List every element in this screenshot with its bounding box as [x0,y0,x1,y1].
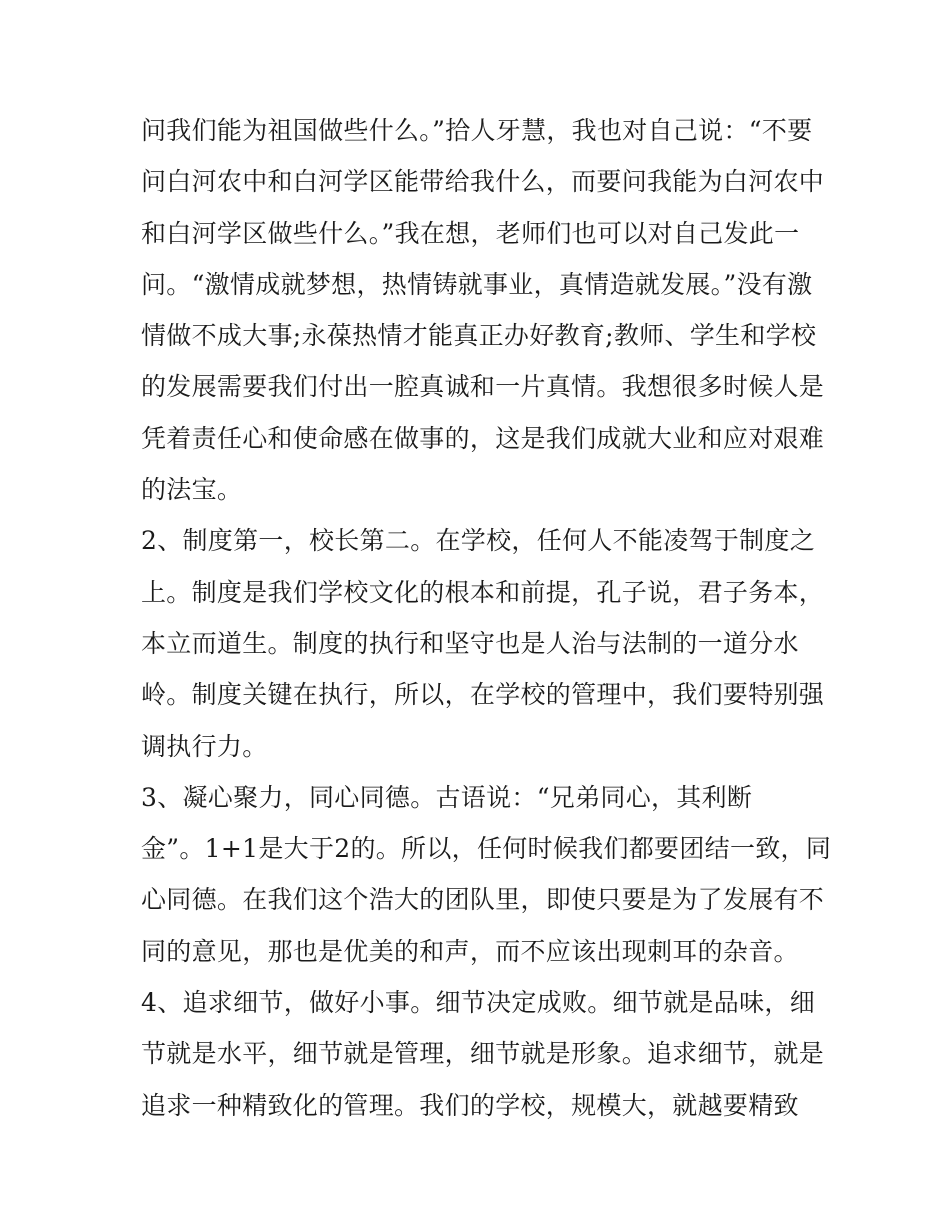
text-line-7: 凭着责任心和使命感在做事的，这是我们成就大业和应对艰难 [141,423,825,453]
text-line-20: 追求一种精致化的管理。我们的学校，规模大，就越要精致 [141,1090,799,1120]
text-line-17: 同的意见，那也是优美的和声，而不应该出现刺耳的杂音。 [141,936,799,966]
text-line-13: 调执行力。 [141,731,268,761]
text-line-11: 本立而道生。制度的执行和坚守也是人治与法制的一道分水 [141,628,799,658]
text-line-19: 节就是水平，细节就是管理，细节就是形象。追求细节，就是 [141,1039,825,1069]
text-line-16: 心同德。在我们这个浩大的团队里，即使只要是为了发展有不 [141,885,825,915]
text-line-2: 问白河农中和白河学区能带给我什么，而要问我能为白河农中 [141,167,825,197]
text-line-10: 上。制度是我们学校文化的根本和前提，孔子说，君子务本， [141,577,825,607]
text-line-12: 岭。制度关键在执行，所以，在学校的管理中，我们要特别强 [141,680,825,710]
text-line-9: 2、制度第一，校长第二。在学校，任何人不能凌驾于制度之 [141,526,816,556]
text-line-3: 和白河学区做些什么。”我在想，老师们也可以对自己发此一 [141,218,800,248]
text-line-5: 情做不成大事;永葆热情才能真正办好教育;教师、学生和学校 [141,321,817,351]
text-line-14: 3、凝心聚力，同心同德。古语说：“兄弟同心，其利断 [141,782,753,812]
text-line-18: 4、追求细节，做好小事。细节决定成败。细节就是品味，细 [141,988,816,1018]
text-line-8: 的法宝。 [141,475,243,505]
text-line-15: 金”。1+1是大于2的。所以，任何时候我们都要团结一致，同 [141,834,832,864]
text-line-4: 问。“激情成就梦想，热情铸就事业，真情造就发展。”没有激 [141,269,813,299]
body-text [141,105,832,1131]
text-line-6: 的发展需要我们付出一腔真诚和一片真情。我想很多时候人是 [141,372,825,402]
text-line-1: 问我们能为祖国做些什么。”拾人牙慧，我也对自己说：“不要 [141,116,813,145]
